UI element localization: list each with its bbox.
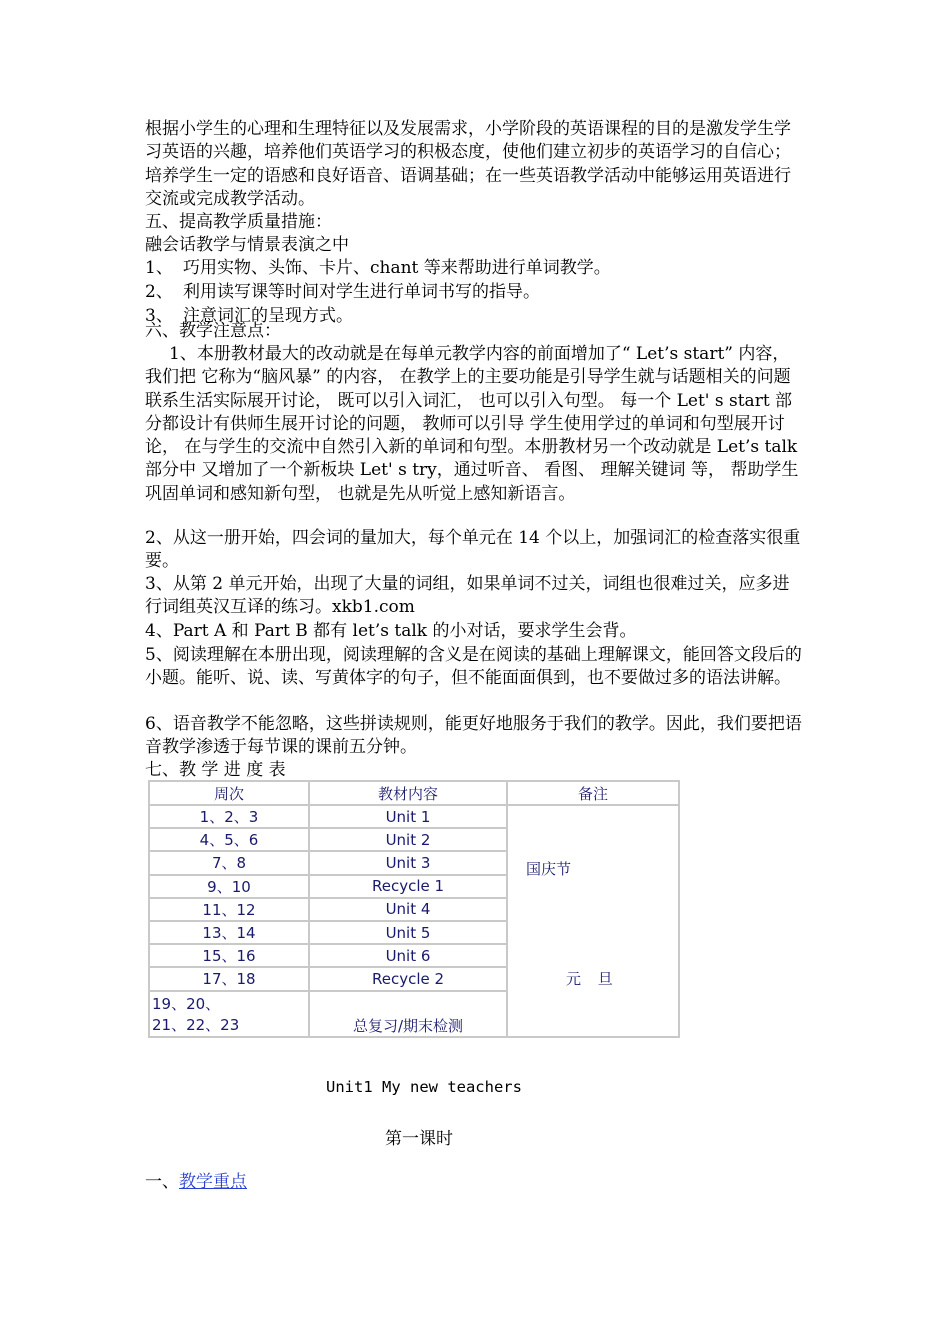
- weeks-line-2: 21、22、23: [152, 1015, 240, 1034]
- section6-point-3: 3、从第 2 单元开始，出现了大量的词组，如果单词不过关，词组也很难过关，应多进行词组英汉互译的练习。xkb1.com: [145, 574, 790, 618]
- section1-heading: [145, 1167, 247, 1192]
- section5-item-2: [145, 281, 540, 304]
- table-header-row: [149, 781, 679, 805]
- item-text: 巧用实物、头饰、卡片、chant 等来帮助进行单词教学。: [183, 258, 611, 278]
- item-text: 注意词汇的呈现方式。: [183, 306, 353, 326]
- weeks-line-1: 19、20、: [152, 994, 221, 1013]
- weeks-cell: 9、10: [149, 875, 309, 898]
- section6-heading: 六、教学注意点：: [145, 321, 281, 341]
- item-text: 利用读写课等时间对学生进行单词书写的指导。: [183, 282, 540, 302]
- table-row: [149, 805, 679, 828]
- section5-item-1: [145, 257, 611, 280]
- section5-subheading: 融会话教学与情景表演之中: [145, 235, 349, 255]
- item-number: 1、: [145, 258, 173, 278]
- remark-new-year: 元 旦: [566, 970, 619, 988]
- content-cell: 总复习/期末检测: [309, 991, 507, 1038]
- section6-point-4: 4、Part A 和 Part B 都有 let’s talk 的小对话，要求学生会背。: [145, 621, 637, 641]
- item-number: 2、: [145, 282, 173, 302]
- content-cell: Unit 2: [309, 828, 507, 851]
- weeks-cell: 11、12: [149, 898, 309, 921]
- unit-title: Unit1 My new teachers: [326, 1078, 522, 1096]
- section6-point-6: 6、语音教学不能忽略，这些拼读规则，能更好地服务于我们的教学。因此，我们要把语音教学渗透于每节课的课前五分钟。: [145, 714, 802, 758]
- weeks-cell: [149, 991, 309, 1038]
- weeks-cell: 1、2、3: [149, 805, 309, 828]
- header-weeks: 周次: [149, 781, 309, 805]
- teaching-focus-link[interactable]: 教学重点: [179, 1172, 247, 1192]
- schedule-table: [148, 780, 680, 1038]
- content-cell: Unit 3: [309, 851, 507, 874]
- content-cell: Recycle 1: [309, 875, 507, 898]
- remarks-cell: [507, 805, 679, 1037]
- intro-paragraph: 根据小学生的心理和生理特征以及发展需求，小学阶段的英语课程的目的是激发学生学习英语的兴趣，培养他们英语学习的积极态度，使他们建立初步的英语学习的自信心；培养学生一定的语感和良好语音、语调基础；在一些英语教学活动中能够运用英语进行交流或完成教学活动。: [145, 119, 791, 209]
- content-cell: Recycle 2: [309, 967, 507, 990]
- section6-point-1: 1、本册教材最大的改动就是在每单元教学内容的前面增加了“ Let’s start” 内容， 我们把 它称为“脑风暴” 的内容， 在教学上的主要功能是引导学生就与话题相关的问题联系生活实际展开讨论， 既可以引入词汇， 也可以引入句型。 每一个 Let' s start 部分都设计有供师生展开讨论的问题， 教师可以引导 学生使用学过的单词和句型展开讨论， 在与学生的交流中自然引入新的单词和句型。本册教材另一个改动就是 Let’s talk 部分中 又增加了一个新板块 Let' s try，通过听音、 看图、 理解关键词 等， 帮助学生巩固单词和感知新句型， 也就是先从听觉上感知新语言。: [145, 344, 799, 504]
- content-cell: Unit 5: [309, 921, 507, 944]
- weeks-cell: 15、16: [149, 944, 309, 967]
- section6-point-5: 5、阅读理解在本册出现，阅读理解的含义是在阅读的基础上理解课文，能回答文段后的小题。能听、说、读、写黄体字的句子，但不能面面俱到，也不要做过多的语法讲解。: [145, 645, 802, 689]
- section6-point-2: 2、从这一册开始，四会词的量加大，每个单元在 14 个以上，加强词汇的检查落实很重要。: [145, 528, 801, 572]
- content-cell: Unit 1: [309, 805, 507, 828]
- weeks-cell: 4、5、6: [149, 828, 309, 851]
- lesson-title: 第一课时: [385, 1129, 453, 1149]
- weeks-cell: 13、14: [149, 921, 309, 944]
- weeks-cell: 17、18: [149, 967, 309, 990]
- remark-national-day: 国庆节: [526, 860, 572, 878]
- weeks-cell: 7、8: [149, 851, 309, 874]
- header-remarks: 备注: [507, 781, 679, 805]
- section1-prefix: 一、: [145, 1172, 179, 1192]
- header-content: 教材内容: [309, 781, 507, 805]
- section5-heading: 五、提高教学质量措施：: [145, 212, 332, 232]
- section7-heading: 七、教 学 进 度 表: [145, 760, 286, 780]
- content-cell: Unit 6: [309, 944, 507, 967]
- content-cell: Unit 4: [309, 898, 507, 921]
- item-number: 3、: [145, 306, 173, 326]
